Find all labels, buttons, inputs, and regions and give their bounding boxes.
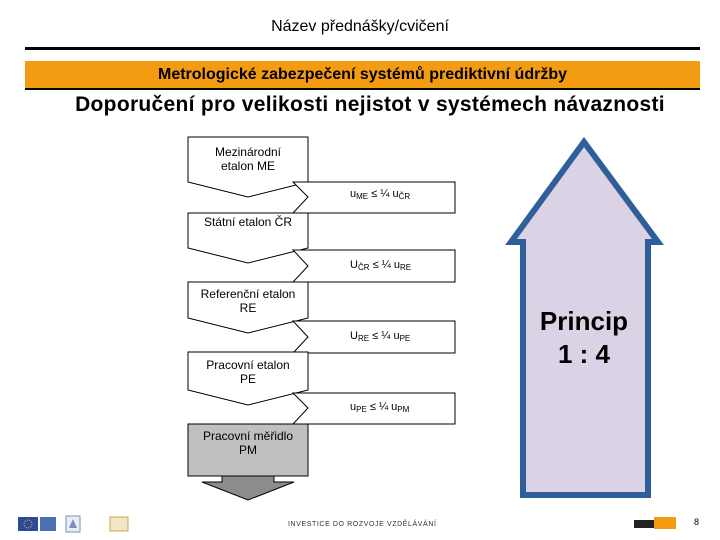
ratio-label-2: $U_{ČR}$ ≤ ¼ $u_{RE}$ [350,259,412,272]
down-arrow-icon [202,476,294,500]
footer-text: INVESTICE DO ROZVOJE VZDĚLÁVÁNÍ [288,521,437,528]
topic-band-text: Metrologické zabezpečení systémů prediktivní údržby [158,66,567,83]
ratio-label-1: $u_{ME}$ ≤ ¼ $u_{ČR}$ [350,188,411,201]
footer-logos [18,514,138,534]
node-cr-label: Státní etalon ČR [203,215,293,229]
node-me-label: Mezinárodní etalon ME [214,145,282,173]
principle-label: Princip 1 : 4 [539,306,629,369]
institution-logo [628,514,704,532]
page-number: 8 [694,517,700,527]
op-vk-logo [110,517,128,531]
node-pe-label: Pracovní etalon PE [206,358,290,386]
slide-title: Doporučení pro velikosti nejistot v systémech návaznosti [75,93,665,116]
eu-flag-logo [18,517,38,531]
esf-logo [40,517,56,531]
ratio-label-4: $u_{PE}$ ≤ ¼ $u_{PM}$ [350,401,410,414]
node-re-label: Referenční etalon RE [200,287,296,315]
node-pm-label: Pracovní měřidlo PM [202,429,294,457]
header-title: Název přednášky/cvičení [271,18,449,35]
ratio-label-3: $U_{RE}$ ≤ ¼ $u_{PE}$ [350,330,411,343]
